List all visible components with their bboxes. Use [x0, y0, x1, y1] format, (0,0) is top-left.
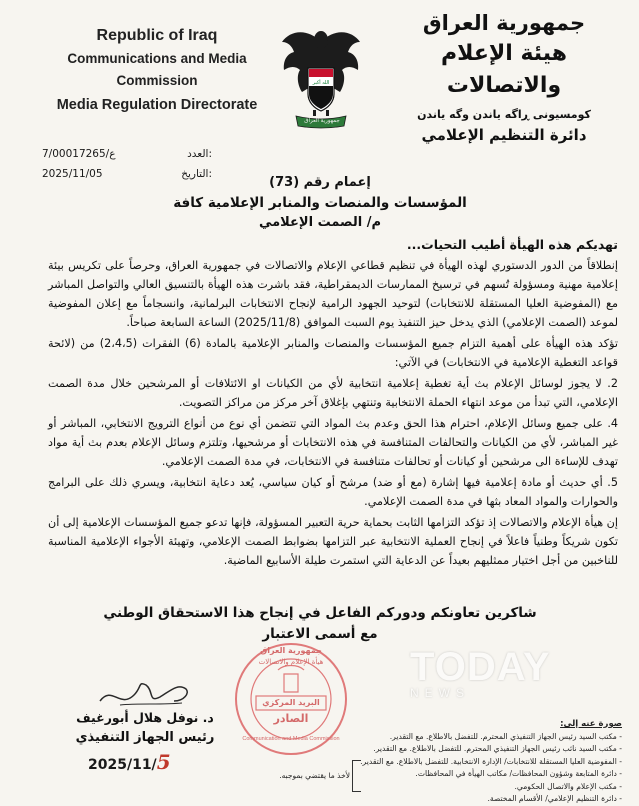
- copies-line: - مكتب السيد رئيس الجهاز التنفيذي المحترم. للتفضل بالاطلاع. مع التقدير.: [389, 731, 622, 741]
- official-stamp: [232, 640, 350, 758]
- stamp-band-1: البريد المركزي: [262, 698, 320, 707]
- list-item-5: 5. أي حديث أو مادة إعلامية فيها إشارة (مع أو ضد) مرشح أو كيان سياسي، يُعد دعاية انتخابية، ويسري ذلك على البرامج والحوارات والمواد المعاد بثها في مدة الصمت الإعلامي.: [48, 476, 618, 508]
- signatory-position: رئيس الجهاز التنفيذي: [75, 730, 215, 745]
- list-item-4: 4. على جميع وسائل الإعلام، احترام هذا الحق وعدم بث المواد التي تتضمن أي نوع من أنواع الترويج الانتخابي، المباشر أو غير المباشر، لأي من الكيانات والتحالفات المتنافسة في هذه الانتخابات أو مرشحيها، وتلتزم وسائل الإعلام بعدم بث أية مواد تهدف للإساءة الى مرشحين أو كيانات أو تحالفات متنافسة في الانتخابات، في مدة الصمت الإعلامي.: [48, 417, 618, 468]
- body-paragraph-2: تؤكد هذه الهيأة على أهمية التزام جميع المؤسسات والمنصات والمنابر الإعلامية بالمادة (6) الفقرات (2،4،5) من (لائحة قواعد التغطية الإعلامية في الانتخابات) في الآتي:: [48, 337, 618, 369]
- reference-number-label: العدد:: [187, 148, 212, 160]
- addressee: المؤسسات والمنصات والمنابر الإعلامية كافة: [173, 195, 467, 211]
- closing-thanks: شاكرين تعاونكم ودوركم الفاعل في إنجاح هذا الاستحقاق الوطني: [103, 605, 537, 621]
- header-en-line4: Media Regulation Directorate: [56, 97, 258, 113]
- copies-bracket: [352, 760, 361, 792]
- signatory-name: د. نوفل هلال أبورغيف: [76, 710, 214, 725]
- reference-number: [42, 148, 212, 164]
- signature-date-printed: 2025/11/: [88, 757, 157, 773]
- reference-date-value: 2025/11/05: [42, 168, 103, 180]
- copies-block: [350, 718, 622, 806]
- stamp-inner-arabic: هيأة الإعلام والاتصالات: [258, 658, 324, 666]
- subject-line: م/ الصمت الإعلامي: [258, 215, 382, 230]
- header-ar: [385, 8, 623, 146]
- header-ar-line1: جمهورية العراق: [422, 11, 586, 35]
- closing-regards: مع أسمى الاعتبار: [262, 626, 378, 642]
- header-en: [42, 24, 272, 117]
- copies-line: - دائرة المتابعة وشؤون المحافظات/ مكاتب الهيأة في المحافظات.: [415, 769, 622, 778]
- emblem-caption: جمهورية العراق: [304, 118, 340, 124]
- copies-line: - مكتب الإعلام والاتصال الحكومي.: [514, 781, 622, 791]
- stamp-band-2: الصادر: [273, 712, 309, 725]
- watermark-today: TODAY: [410, 645, 551, 689]
- header-department: دائرة التنظيم الإعلامي: [421, 126, 587, 144]
- header-en-line2: Communications and Media: [67, 51, 247, 66]
- greeting: تهديكم هذه الهيأة أطيب التحيات...: [406, 237, 618, 252]
- signature-date-handwritten: 5: [156, 750, 171, 774]
- copies-action-note: لأخذ ما يقتضي بموجبه.: [279, 771, 350, 780]
- handwritten-signature: [90, 665, 200, 715]
- body-paragraph-1: إنطلاقاً من الدور الدستوري لهذه الهيأة في تنظيم قطاعي الإعلام والاتصالات في جمهورية العراق، وحرصاً على تكريس بيئة إعلامية مهنية ومسؤولة تُسهم في ترسيخ الممارسات الديمقراطية، فقد باشرت هذه الهيأة بالتنسيق العالي والتواصل المباشر مع (المفوضية العليا المستقلة للانتخابات) لتوحيد الجهود الرامية لإنجاح الانتخابات البرلمانية، وانسجاماً مع إعلان المفوضية لموعد (الصمت الإعلامي) الذي يدخل حيز التنفيذ يوم السبت الموافق (2025/11/8) الساعة السابعة صباحاً.: [48, 259, 618, 329]
- header-en-line1: Republic of Iraq: [96, 27, 218, 44]
- header-ar-line2: هيئة الإعلام والاتصالات: [441, 41, 567, 98]
- reference-date-label: التاريخ:: [181, 168, 212, 180]
- reference-date: [42, 168, 212, 184]
- copies-line: - المفوضية العليا المستقلة للانتخابات/ الإدارة الانتخابية. للتفضل بالاطلاع. مع التقدير.: [360, 756, 622, 766]
- reference-number-value: 7/ع/00017265: [42, 148, 116, 160]
- stamp-outer-english: Communication and Media Commission: [242, 736, 340, 742]
- header-en-line3: Commission: [116, 73, 198, 88]
- copies-heading: صورة عنه إلى:: [560, 719, 622, 729]
- copies-line: - مكتب السيد نائب رئيس الجهاز التنفيذي المحترم. للتفضل بالاطلاع. مع التقدير.: [373, 744, 622, 753]
- today-news-watermark: [410, 645, 600, 715]
- watermark-news: NEWS: [410, 686, 470, 700]
- list-item-2: 2. لا يجوز لوسائل الإعلام بث أية تغطية إعلامية انتخابية لأي من الكيانات او الائتلافات أو المرشحين خلال مدة الصمت الإعلامي، التي تبدأ من موعد انتهاء الحملة الانتخابية وتنتهي بإغلاق آخر مركز من مراكز التصويت.: [48, 377, 618, 409]
- signature-date: [88, 750, 208, 774]
- body-paragraph-3: إن هيأة الإعلام والاتصالات إذ تؤكد التزامها الثابت بحماية حرية التعبير المسؤولة، فإنها تدعو جميع المؤسسات الإعلامية إلى أن تكون شريكاً وطنياً فاعلاً في إنجاح العملية الانتخابية عبر التزامها بضوابط الصمت الإعلامي، وتهيئة الأجواء الإعلامية المناسبة للناخبين من أجل اختيار ممثليهم بعيداً عن الدعاية التي استمرت طيلة الأسابيع الماضية.: [48, 516, 618, 567]
- circular-number: إعمام رقم (73): [269, 175, 371, 190]
- iraq-eagle-emblem: [278, 20, 364, 132]
- stamp-outer-arabic: جمهورية العراق: [260, 646, 322, 655]
- header-kurdish: کومسیونی ڕاگه یاندن وگه یاندن: [417, 108, 591, 121]
- copies-line: - دائرة التنظيم الإعلامي/ الأقسام المختصة.: [487, 794, 622, 803]
- letter-body: [48, 256, 618, 570]
- svg-text:الله أكبر: الله أكبر: [312, 80, 330, 86]
